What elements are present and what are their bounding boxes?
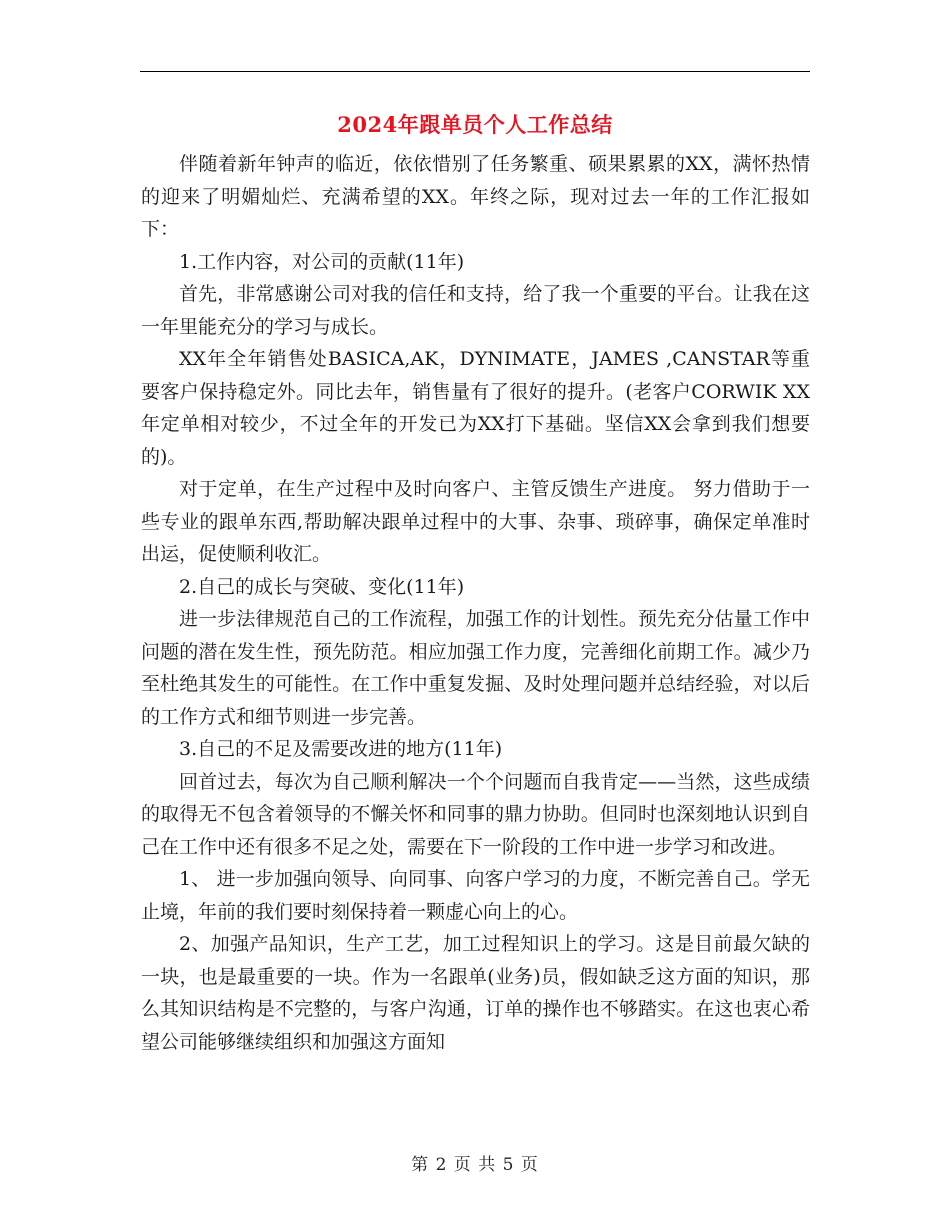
list-item: 2、加强产品知识，生产工艺，加工过程知识上的学习。这是目前最欠缺的一块，也是最重要的一块。作为一名跟单(业务)员，假如缺乏这方面的知识，那么其知识结构是不完整的，与客户沟通，订单的操作也不够踏实。在这也衷心希望公司能够继续组织和加强这方面知 [141,933,810,1053]
document-body [141,148,810,1058]
list-item: 1、 进一步加强向领导、向同事、向客户学习的力度，不断完善自己。学无止境，年前的我们要时刻保持着一颗虚心向上的心。 [141,868,810,923]
paragraph: 首先，非常感谢公司对我的信任和支持，给了我一个重要的平台。让我在这一年里能充分的学习与成长。 [141,283,810,338]
header-rule [140,71,810,72]
page-footer: 第 2 页 共 5 页 [411,1155,539,1175]
section-heading-2: 2.自己的成长与突破、变化(11年) [179,575,465,598]
section-heading-1: 1.工作内容，对公司的贡献(11年) [179,250,465,273]
paragraph: 对于定单，在生产过程中及时向客户、主管反馈生产进度。 努力借助于一些专业的跟单东西,帮助解决跟单过程中的大事、杂事、琐碎事，确保定单准时出运，促使顺利收汇。 [141,478,810,565]
section-heading-3: 3.自己的不足及需要改进的地方(11年) [179,738,503,760]
paragraph: 回首过去，每次为自己顺利解决一个个问题而自我肯定——当然，这些成绩的取得无不包含着领导的不懈关怀和同事的鼎力协助。但同时也深刻地认识到自己在工作中还有很多不足之处，需要在下一阶段的工作中进一步学习和改进。 [141,770,810,858]
page-title: 2024年跟单员个人工作总结 [337,112,613,137]
paragraph: 进一步法律规范自己的工作流程，加强工作的计划性。预先充分估量工作中问题的潜在发生性，预先防范。相应加强工作力度，完善细化前期工作。减少乃至杜绝其发生的可能性。在工作中重复发掘、及时处理问题并总结经验，对以后的工作方式和细节则进一步完善。 [141,608,810,728]
paragraph-intro: 伴随着新年钟声的临近，依依惜别了任务繁重、硕果累累的XX，满怀热情的迎来了明媚灿烂、充满希望的XX。年终之际，现对过去一年的工作汇报如下： [141,153,810,240]
paragraph: XX年全年销售处BASICA,AK，DYNIMATE，JAMES ,CANSTAR等重要客户保持稳定外。同比去年，销售量有了很好的提升。(老客户CORWIK XX年定单相对较少，不过全年的开发已为XX打下基础。坚信XX会拿到我们想要的)。 [141,348,810,468]
